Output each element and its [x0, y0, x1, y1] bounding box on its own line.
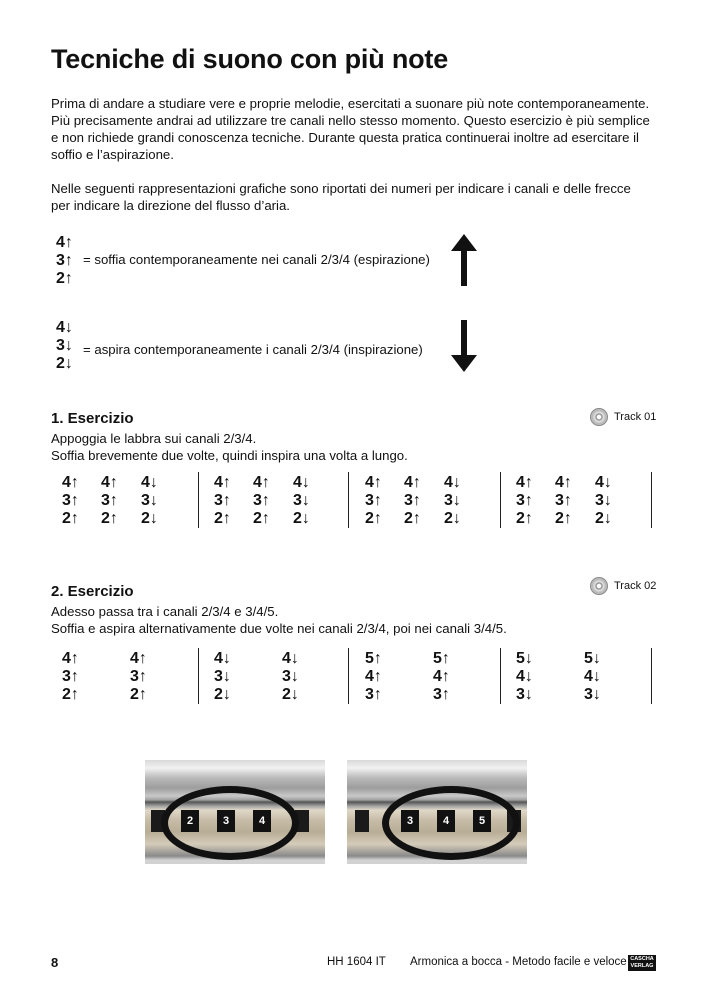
- note-column: [214, 650, 231, 704]
- channel-note: 4↑: [130, 650, 147, 667]
- channel-note: 3↑: [130, 668, 147, 685]
- channel-note: 3↑: [365, 492, 382, 509]
- channel-note: 3↓: [141, 492, 158, 509]
- hole-number: 3: [401, 810, 419, 832]
- track-label: Track 02: [614, 580, 657, 592]
- bar-line: [500, 472, 501, 528]
- channel-note: 4↑: [214, 474, 231, 491]
- channel-highlight-ellipse: [382, 786, 520, 860]
- footer-code: HH 1604 IT: [327, 956, 386, 968]
- publisher-logo: [628, 955, 656, 971]
- note-column: [282, 650, 299, 704]
- note-column: [62, 650, 79, 704]
- channel-note: 5↑: [433, 650, 450, 667]
- down-arrow-icon: [450, 320, 478, 372]
- channel-note: 4↓: [214, 650, 231, 667]
- exercise-2-title: 2. Esercizio: [51, 583, 134, 600]
- channel-note: 4↓: [141, 474, 158, 491]
- channel-note: 2↓: [141, 510, 158, 527]
- channel-note: 2↑: [62, 510, 79, 527]
- channel-note: 3↑: [62, 492, 79, 509]
- bar-line: [198, 472, 199, 528]
- channel-note: 4↑: [365, 668, 382, 685]
- channel-note: 4↑: [62, 474, 79, 491]
- note-column: [584, 650, 601, 704]
- footer-book-title: Armonica a bocca - Metodo facile e veloce: [410, 956, 627, 968]
- channel-note: 4↓: [595, 474, 612, 491]
- note-column: [595, 474, 612, 528]
- blow-legend-text: = soffia contemporaneamente nei canali 2/3/4 (espirazione): [83, 252, 430, 267]
- channel-note: 5↓: [516, 650, 533, 667]
- notation-line: per indicare la direzione del flusso d’aria.: [51, 198, 290, 213]
- channel-note: 2↑: [56, 270, 73, 287]
- cd-icon: [590, 577, 608, 595]
- hole-number: 4: [253, 810, 271, 832]
- exercise-2-line: Adesso passa tra i canali 2/3/4 e 3/4/5.: [51, 604, 279, 619]
- intro-paragraph: [51, 95, 663, 163]
- bar-line: [651, 648, 652, 704]
- bar-line: [198, 648, 199, 704]
- channel-note: 4↓: [56, 319, 73, 336]
- channel-note: 2↓: [56, 355, 73, 372]
- channel-note: 3↑: [433, 686, 450, 703]
- bar-line: [348, 472, 349, 528]
- channel-note: 3↓: [293, 492, 310, 509]
- channel-note: 3↓: [282, 668, 299, 685]
- note-column: [101, 474, 118, 528]
- channel-note: 5↑: [365, 650, 382, 667]
- note-column: [365, 474, 382, 528]
- channel-note: 3↓: [595, 492, 612, 509]
- up-arrow-icon: [450, 234, 478, 286]
- channel-note: 2↑: [404, 510, 421, 527]
- channel-note: 4↑: [516, 474, 533, 491]
- intro-line: soffio e l’aspirazione.: [51, 147, 174, 162]
- channel-note: 2↑: [101, 510, 118, 527]
- channel-note: 5↓: [584, 650, 601, 667]
- exercise-2-line: Soffia e aspira alternativamente due volte nei canali 2/3/4, poi nei canali 3/4/5.: [51, 621, 507, 636]
- track-02-label[interactable]: [590, 577, 656, 595]
- intro-line: e non richiede grandi conoscenza tecniche. Durante questa pratica continuerai inoltre ad esercitare il: [51, 130, 639, 145]
- bar-line: [348, 648, 349, 704]
- note-column: [444, 474, 461, 528]
- channel-note: 2↑: [62, 686, 79, 703]
- channel-note: 3↓: [214, 668, 231, 685]
- channel-note: 3↑: [62, 668, 79, 685]
- notation-line: Nelle seguenti rappresentazioni grafiche sono riportati dei numeri per indicare i canali e delle frecce: [51, 181, 631, 196]
- channel-note: 3↑: [253, 492, 270, 509]
- cd-icon: [590, 408, 608, 426]
- bar-line: [500, 648, 501, 704]
- harmonica-hole: [355, 810, 369, 832]
- channel-note: 3↑: [56, 252, 73, 269]
- note-column: [404, 474, 421, 528]
- draw-legend-stack: [56, 319, 73, 373]
- channel-note: 4↓: [293, 474, 310, 491]
- channel-note: 2↓: [293, 510, 310, 527]
- hole-number: 3: [217, 810, 235, 832]
- channel-note: 4↑: [555, 474, 572, 491]
- channel-note: 2↓: [214, 686, 231, 703]
- channel-note: 2↑: [253, 510, 270, 527]
- note-column: [516, 650, 533, 704]
- channel-note: 4↓: [584, 668, 601, 685]
- note-column: [253, 474, 270, 528]
- exercise-1-title: 1. Esercizio: [51, 410, 134, 427]
- page-number: 8: [51, 955, 59, 970]
- logo-line: CASCHA: [630, 956, 654, 962]
- channel-note: 4↑: [404, 474, 421, 491]
- channel-note: 2↓: [595, 510, 612, 527]
- note-column: [555, 474, 572, 528]
- notation-paragraph: [51, 180, 663, 214]
- note-column: [516, 474, 533, 528]
- exercise-1-line: Appoggia le labbra sui canali 2/3/4.: [51, 431, 257, 446]
- channel-note: 3↓: [56, 337, 73, 354]
- channel-note: 4↓: [282, 650, 299, 667]
- channel-note: 4↑: [253, 474, 270, 491]
- note-column: [365, 650, 382, 704]
- channel-note: 4↓: [516, 668, 533, 685]
- note-column: [433, 650, 450, 704]
- channel-note: 3↑: [404, 492, 421, 509]
- channel-note: 2↑: [365, 510, 382, 527]
- channel-highlight-ellipse: [161, 786, 299, 860]
- channel-note: 3↑: [101, 492, 118, 509]
- blow-legend-stack: [56, 234, 73, 288]
- channel-note: 3↑: [365, 686, 382, 703]
- note-column: [130, 650, 147, 704]
- track-label: Track 01: [614, 411, 657, 423]
- channel-note: 4↑: [101, 474, 118, 491]
- track-01-label[interactable]: [590, 408, 656, 426]
- channel-note: 4↑: [62, 650, 79, 667]
- page-title: Tecniche di suono con più note: [51, 44, 449, 74]
- channel-note: 2↑: [130, 686, 147, 703]
- channel-note: 3↓: [444, 492, 461, 509]
- note-column: [62, 474, 79, 528]
- hole-number: 2: [181, 810, 199, 832]
- channel-note: 2↑: [516, 510, 533, 527]
- channel-note: 4↓: [444, 474, 461, 491]
- channel-note: 3↓: [584, 686, 601, 703]
- hole-number: 5: [473, 810, 491, 832]
- channel-note: 3↓: [516, 686, 533, 703]
- intro-line: Più precisamente andrai ad utilizzare tre canali nello stesso momento. Questo esercizio è più semplice: [51, 113, 650, 128]
- note-column: [141, 474, 158, 528]
- channel-note: 2↑: [555, 510, 572, 527]
- channel-note: 4↑: [433, 668, 450, 685]
- bar-line: [651, 472, 652, 528]
- channel-note: 4↑: [365, 474, 382, 491]
- channel-note: 3↑: [516, 492, 533, 509]
- draw-legend-text: = aspira contemporaneamente i canali 2/3/4 (inspirazione): [83, 342, 423, 357]
- channel-note: 2↓: [444, 510, 461, 527]
- channel-note: 2↑: [214, 510, 231, 527]
- channel-note: 2↓: [282, 686, 299, 703]
- intro-line: Prima di andare a studiare vere e proprie melodie, esercitati a suonare più note contemporaneamente.: [51, 96, 650, 111]
- hole-number: 4: [437, 810, 455, 832]
- channel-note: 4↑: [56, 234, 73, 251]
- logo-line: VERLAG: [630, 963, 654, 969]
- note-column: [293, 474, 310, 528]
- exercise-1-line: Soffia brevemente due volte, quindi inspira una volta a lungo.: [51, 448, 408, 463]
- channel-note: 3↑: [214, 492, 231, 509]
- note-column: [214, 474, 231, 528]
- channel-note: 3↑: [555, 492, 572, 509]
